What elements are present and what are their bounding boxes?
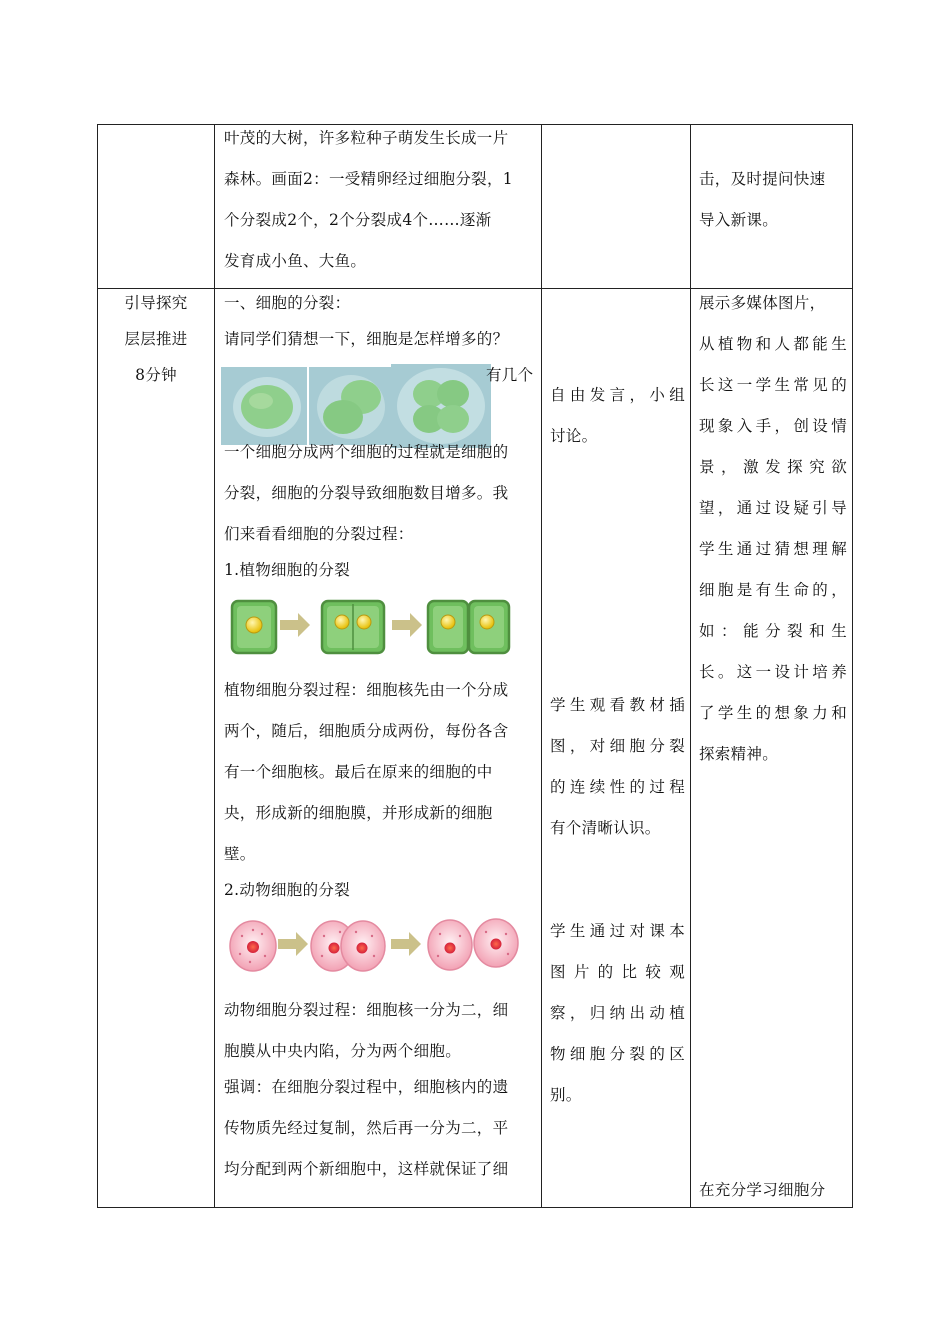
student-line: 学生通过对课本 xyxy=(550,922,685,940)
animal-division-diagram xyxy=(228,918,523,974)
table-divider-2 xyxy=(541,124,542,1208)
design-line: 如：能分裂和生 xyxy=(699,622,847,640)
design-line: 现象入手，创设情 xyxy=(699,417,847,435)
design-line: 探索精神。 xyxy=(699,745,779,763)
student-line: 图片的比较观 xyxy=(550,963,685,981)
text-line: 个分裂成2个，2个分裂成4个……逐渐 xyxy=(224,211,492,229)
student-line: 物细胞分裂的区 xyxy=(550,1045,685,1063)
student-line: 讨论。 xyxy=(550,427,598,445)
paragraph-line: 们来看看细胞的分裂过程： xyxy=(224,525,414,543)
design-line: 长这一学生常见的 xyxy=(699,376,847,394)
design-line: 景，激发探究欲 xyxy=(699,458,847,476)
table-divider-1 xyxy=(214,124,215,1208)
plant-paragraph-line: 有一个细胞核。最后在原来的细胞的中 xyxy=(224,763,493,781)
paragraph-line: 一个细胞分成两个细胞的过程就是细胞的 xyxy=(224,443,509,461)
plant-paragraph-line: 植物细胞分裂过程：细胞核先由一个分成 xyxy=(224,681,509,699)
design-line: 学生通过猜想理解 xyxy=(699,540,847,558)
student-line: 有个清晰认识。 xyxy=(550,819,661,837)
animal-heading: 2.动物细胞的分裂 xyxy=(224,881,350,899)
design-line: 长。这一设计培养 xyxy=(699,663,847,681)
design-line: 望，通过设疑引导 xyxy=(699,499,847,517)
partial-text: 有几个 xyxy=(486,366,534,384)
section-heading: 一、细胞的分裂： xyxy=(224,294,351,312)
emphasis-line: 传物质先经过复制，然后再一分为二，平 xyxy=(224,1119,509,1137)
table-divider-3 xyxy=(690,124,691,1208)
plant-paragraph-line: 两个，随后，细胞质分成两份，每份各含 xyxy=(224,722,509,740)
emphasis-line: 强调：在细胞分裂过程中，细胞核内的遗 xyxy=(224,1078,509,1096)
text-line: 导入新课。 xyxy=(699,211,779,229)
paragraph-line: 分裂，细胞的分裂导致细胞数目增多。我 xyxy=(224,484,509,502)
stage-label: 引导探究 xyxy=(124,294,188,312)
student-line: 学生观看教材插 xyxy=(550,696,685,714)
plant-heading: 1.植物细胞的分裂 xyxy=(224,561,350,579)
table-border-right xyxy=(852,124,853,1208)
text-line: 击，及时提问快速 xyxy=(699,170,826,188)
animal-paragraph-line: 动物细胞分裂过程：细胞核一分为二，细 xyxy=(224,1001,509,1019)
student-line: 自由发言，小组 xyxy=(550,386,685,404)
question-text: 请同学们猜想一下，细胞是怎样增多的？ xyxy=(224,330,509,348)
design-line: 在充分学习细胞分 xyxy=(699,1181,826,1199)
text-line: 森林。画面2：一受精卵经过细胞分裂，1 xyxy=(224,170,513,188)
stage-duration: 8分钟 xyxy=(135,366,177,384)
plant-paragraph-line: 壁。 xyxy=(224,845,256,863)
student-line: 图，对细胞分裂 xyxy=(550,737,685,755)
animal-paragraph-line: 胞膜从中央内陷，分为两个细胞。 xyxy=(224,1042,462,1060)
design-line: 从植物和人都能生 xyxy=(699,335,847,353)
student-line: 的连续性的过程 xyxy=(550,778,685,796)
text-line: 发育成小鱼、大鱼。 xyxy=(224,252,367,270)
student-line: 察，归纳出动植 xyxy=(550,1004,685,1022)
plant-division-diagram xyxy=(228,598,518,658)
emphasis-line: 均分配到两个新细胞中，这样就保证了细 xyxy=(224,1160,509,1178)
stage-label: 层层推进 xyxy=(124,330,188,348)
plant-paragraph-line: 央，形成新的细胞膜，并形成新的细胞 xyxy=(224,804,493,822)
design-line: 细胞是有生命的， xyxy=(699,581,847,599)
text-line: 叶茂的大树，许多粒种子萌发生长成一片 xyxy=(224,129,509,147)
design-line: 展示多媒体图片， xyxy=(699,294,826,312)
table-border-left xyxy=(97,124,98,1208)
design-line: 了学生的想象力和 xyxy=(699,704,847,722)
student-line: 别。 xyxy=(550,1086,582,1104)
